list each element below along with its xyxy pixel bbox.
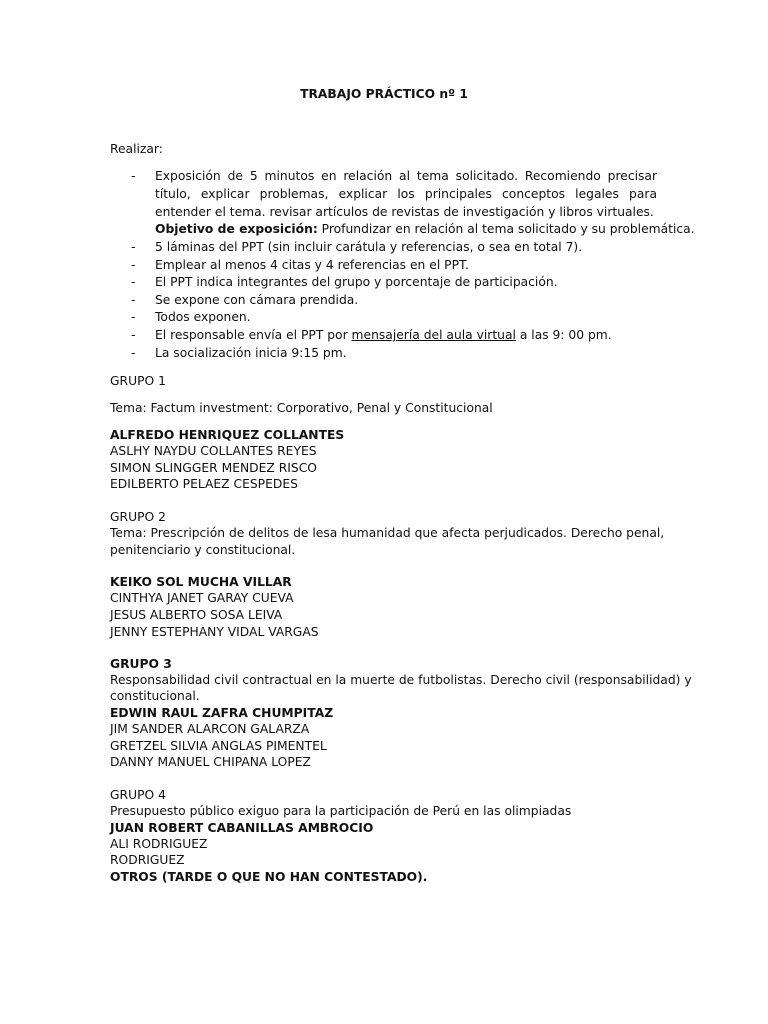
- bullet-item-1: [155, 167, 657, 221]
- bullet-dash: -: [131, 275, 136, 289]
- bullet-item-8: La socialización inicia 9:15 pm.: [155, 346, 347, 360]
- objective-label: Objetivo de exposición:: [155, 222, 318, 236]
- group-1-label: GRUPO 1: [110, 374, 166, 388]
- bullet-dash: -: [131, 293, 136, 307]
- group-3-topic-line: constitucional.: [110, 689, 200, 703]
- group-3-label: GRUPO 3: [110, 657, 172, 671]
- bullet-item-6: Todos exponen.: [155, 310, 251, 324]
- group-1-member: SIMON SLINGGER MENDEZ RISCO: [110, 461, 317, 475]
- group-1-leader: ALFREDO HENRIQUEZ COLLANTES: [110, 428, 345, 442]
- bullet-item-7-pre: El responsable envía el PPT por: [155, 328, 352, 342]
- group-3-topic-line: Responsabilidad civil contractual en la muerte de futbolistas. Derecho civil (responsabilidad) y: [110, 673, 692, 687]
- document-title: TRABAJO PRÁCTICO nº 1: [300, 87, 468, 101]
- intro-label: Realizar:: [110, 142, 163, 156]
- group-3-leader: EDWIN RAUL ZAFRA CHUMPITAZ: [110, 706, 334, 720]
- objective-text: Profundizar en relación al tema solicitado y su problemática.: [317, 222, 695, 236]
- group-2-member: JESUS ALBERTO SOSA LEIVA: [110, 608, 283, 622]
- group-3-member: DANNY MANUEL CHIPANA LOPEZ: [110, 755, 311, 769]
- group-2-topic-line: penitenciario y constitucional.: [110, 543, 296, 557]
- group-4-label: GRUPO 4: [110, 788, 166, 802]
- bullet-dash: -: [131, 169, 136, 183]
- bullet-dash: -: [131, 328, 136, 342]
- bullet-dash: -: [131, 346, 136, 360]
- bullet-item-4: El PPT indica integrantes del grupo y porcentaje de participación.: [155, 275, 558, 289]
- bullet-item-5: Se expone con cámara prendida.: [155, 293, 359, 307]
- bullet-item-2: 5 láminas del PPT (sin incluir carátula y referencias, o sea en total 7).: [155, 240, 583, 254]
- group-2-member: CINTHYA JANET GARAY CUEVA: [110, 591, 294, 605]
- virtual-classroom-messaging-link[interactable]: mensajería del aula virtual: [351, 328, 516, 342]
- group-1-member: ASLHY NAYDU COLLANTES REYES: [110, 444, 317, 458]
- group-4-leader: JUAN ROBERT CABANILLAS AMBROCIO: [110, 821, 374, 835]
- group-2-member: JENNY ESTEPHANY VIDAL VARGAS: [110, 625, 319, 639]
- group-2-label: GRUPO 2: [110, 510, 166, 524]
- group-4-topic: Presupuesto público exiguo para la participación de Perú en las olimpiadas: [110, 804, 572, 818]
- bullet-item-7: [155, 327, 612, 344]
- group-3-member: JIM SANDER ALARCON GALARZA: [110, 722, 310, 736]
- objective-line: [155, 221, 695, 238]
- group-2-topic-line: Tema: Prescripción de delitos de lesa humanidad que afecta perjudicados. Derecho penal,: [110, 526, 665, 540]
- bullet-item-1-text: Exposición de 5 minutos en relación al tema solicitado. Recomiendo precisar título, explicar problemas, explicar los principales conceptos legales para entender el tema. revisar artículos de revistas de investigación y libros virtuales.: [155, 169, 657, 219]
- group-4-member: ALI RODRIGUEZ: [110, 837, 208, 851]
- group-1-topic: Tema: Factum investment: Corporativo, Penal y Constitucional: [110, 401, 493, 415]
- bullet-dash: -: [131, 310, 136, 324]
- others-note: OTROS (TARDE O QUE NO HAN CONTESTADO).: [110, 870, 428, 884]
- bullet-dash: -: [131, 258, 136, 272]
- group-1-member: EDILBERTO PELAEZ CESPEDES: [110, 477, 298, 491]
- group-2-leader: KEIKO SOL MUCHA VILLAR: [110, 575, 292, 589]
- group-3-member: GRETZEL SILVIA ANGLAS PIMENTEL: [110, 739, 327, 753]
- group-4-member: RODRIGUEZ: [110, 853, 185, 867]
- bullet-item-3: Emplear al menos 4 citas y 4 referencias en el PPT.: [155, 258, 469, 272]
- bullet-dash: -: [131, 240, 136, 254]
- bullet-item-7-post: a las 9: 00 pm.: [515, 328, 612, 342]
